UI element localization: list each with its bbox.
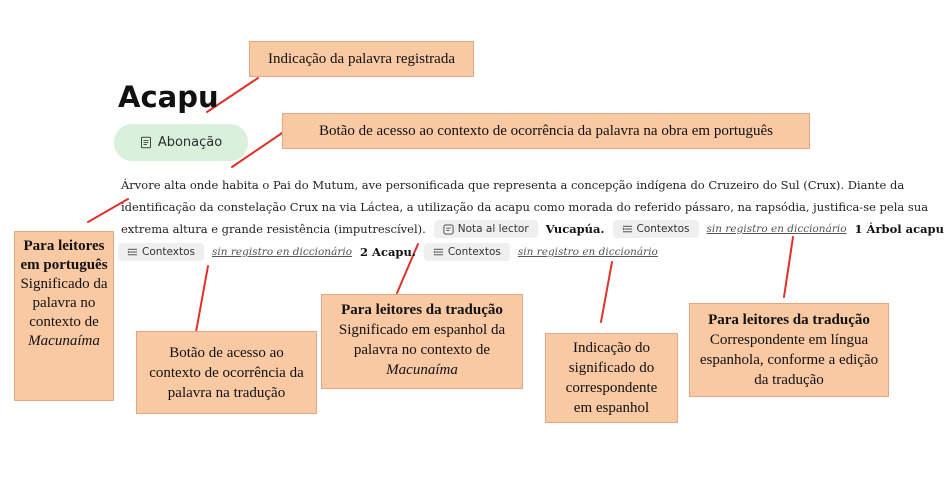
contextos-label: Contextos xyxy=(142,246,196,258)
definition-line-3 xyxy=(121,220,944,238)
definition-line-3-text: extrema altura e grande resistência (imputrescível). xyxy=(121,222,426,236)
sense-2: 2 Acapu. xyxy=(360,245,416,259)
annotation-pt-title: Para leitores em português xyxy=(20,238,108,273)
list-icon xyxy=(433,247,444,258)
abonacao-button[interactable] xyxy=(114,124,248,161)
annotation-contextos-translation: Botão de acesso ao contexto de ocorrência da palavra na tradução xyxy=(136,331,317,414)
annotation-correspondent-body: Correspondente em língua espanhola, conforme a edição da tradução xyxy=(699,332,879,388)
annotation-pt-body: Significado da palavra no contexto de xyxy=(20,276,108,330)
definition-line-2: identificação da constelação Crux na via Láctea, a utilização da acapu como morada do referido pássaro, na rapsódia, justifica-se pela sua xyxy=(121,200,929,214)
leader-line-contextos-pt xyxy=(196,266,208,332)
annotation-translation-body: Significado em espanhol da palavra no contexto de xyxy=(338,322,506,358)
contextos-button-pt[interactable] xyxy=(118,243,204,261)
nota-label: Nota al lector xyxy=(457,223,529,235)
annotation-correspondent-title: Para leitores da tradução xyxy=(708,312,870,328)
sin-registro-link[interactable]: sin registro en diccionário xyxy=(706,223,847,235)
leader-line-sin-registro xyxy=(601,262,612,322)
document-icon xyxy=(140,136,152,149)
note-icon xyxy=(443,224,454,235)
sin-registro-link-2[interactable]: sin registro en diccionário xyxy=(212,246,353,258)
sin-registro-link-3[interactable]: sin registro en diccionário xyxy=(517,246,658,258)
list-icon xyxy=(622,224,633,235)
annotation-translation-work: Macunaíma xyxy=(386,362,458,378)
annotation-spanish-correspondent xyxy=(689,303,889,397)
sense-1: 1 Árbol acapu xyxy=(854,222,944,236)
annotation-translation-meaning xyxy=(321,294,523,389)
annotation-pt-readers xyxy=(14,231,114,401)
list-icon xyxy=(127,247,138,258)
translation-term: Vucapúa. xyxy=(545,222,605,236)
contextos-label: Contextos xyxy=(636,223,690,235)
definition-line-4 xyxy=(118,243,658,261)
contextos-label: Contextos xyxy=(447,246,501,258)
annotation-translation-title: Para leitores da tradução xyxy=(341,302,503,318)
annotation-word-indicator: Indicação da palavra registrada xyxy=(249,41,474,77)
annotation-spanish-meaning: Indicação do significado do correspondente em espanhol xyxy=(545,333,678,423)
annotation-pt-work: Macunaíma xyxy=(28,333,100,349)
contextos-button-es[interactable] xyxy=(613,220,699,238)
definition-line-1: Árvore alta onde habita o Pai do Mutum, ave personificada que representa a concepção indígena do Cruzeiro do Sul (Crux). Diante da xyxy=(121,178,905,192)
abonacao-label: Abonação xyxy=(157,135,223,150)
contextos-button-sense-2[interactable] xyxy=(424,243,510,261)
nota-al-lector-button[interactable] xyxy=(434,220,538,238)
annotation-abonacao: Botão de acesso ao contexto de ocorrência da palavra na obra em português xyxy=(282,113,810,149)
word-title: Acapu xyxy=(118,80,219,114)
leader-line-sense xyxy=(784,237,793,297)
